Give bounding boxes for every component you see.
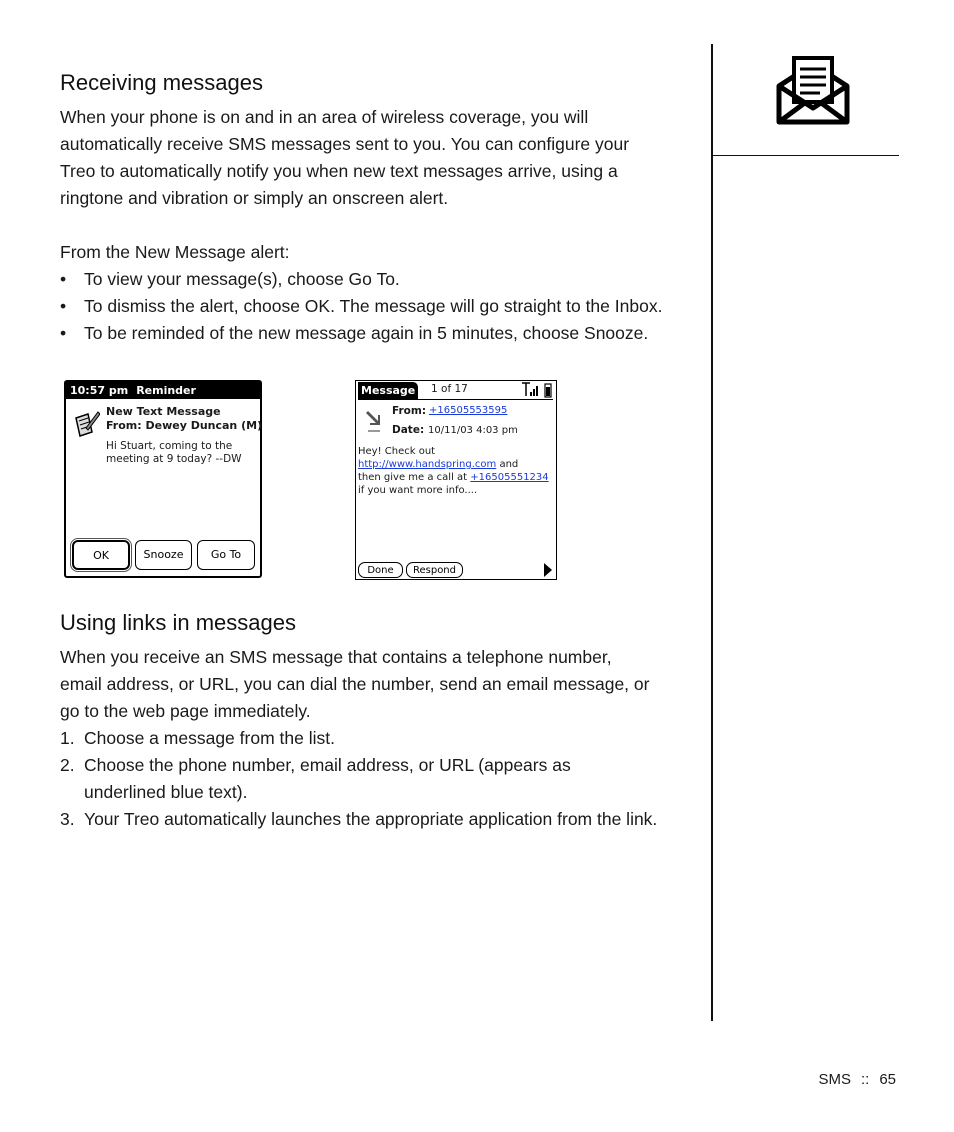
url-link[interactable]: http://www.handspring.com [358,459,497,470]
reminder-time: 10:57 pm [70,384,129,397]
bullet-text: To dismiss the alert, choose OK. The message will go straight to the Inbox. [84,296,663,316]
go-to-button[interactable]: Go To [197,540,255,570]
bullet-marker: • [60,323,67,343]
message-body-text: and [499,459,519,470]
step-number: 3. [60,809,75,829]
next-arrow-icon[interactable] [544,563,552,577]
footer-separator: :: [860,1071,870,1088]
reminder-screenshot [64,380,262,578]
bullet-text: To be reminded of the new message again in 5 minutes, choose Snooze. [84,323,649,343]
message-body-line [358,458,518,471]
respond-button[interactable]: Respond [406,562,463,578]
reminder-line-3: Hi Stuart, coming to the [106,440,233,452]
vertical-rule [711,44,713,1021]
step-text: underlined blue text). [84,782,248,802]
signal-battery-icon [520,382,552,398]
message-body-line [358,471,549,484]
message-title-tab: Message [358,382,418,400]
from-phone-link[interactable]: +16505553595 [429,405,508,416]
bullet-marker: • [60,296,67,316]
paragraph-line: automatically receive SMS messages sent to you. You can configure your [60,134,630,154]
reminder-title-bar [66,382,260,399]
step-number: 1. [60,728,75,748]
paragraph-line: email address, or URL, you can dial the number, send an email message, or [60,674,650,694]
bullet-marker: • [60,269,67,289]
paragraph-line: ringtone and vibration or simply an onscreen alert. [60,188,449,208]
reminder-line-4: meeting at 9 today? --DW [106,453,242,465]
paragraph-line: Treo to automatically notify you when new text messages arrive, using a [60,161,618,181]
step-text: Your Treo automatically launches the appropriate application from the link. [84,809,658,829]
incoming-arrow-icon [366,409,382,433]
links-paragraph [60,644,700,725]
reminder-line-2: From: Dewey Duncan (M) [106,419,263,432]
from-label: From: [392,405,427,417]
receiving-paragraph [60,104,700,212]
message-counter: 1 of 17 [431,383,468,395]
heading-using-links: Using links in messages [60,610,296,635]
bullet-text: To view your message(s), choose Go To. [84,269,400,289]
date-value: 10/11/03 4:03 pm [428,425,518,436]
paragraph-line: When your phone is on and in an area of wireless coverage, you will [60,107,589,127]
step-text: Choose the phone number, email address, or URL (appears as [84,755,571,775]
ok-button[interactable]: OK [72,540,130,570]
phone-link[interactable]: +16505551234 [470,472,549,483]
page-footer [808,1071,896,1088]
date-label: Date: [392,424,425,436]
message-body-line: Hey! Check out [358,446,436,457]
message-screenshot [355,380,557,580]
title-underline [358,399,553,400]
heading-receiving-messages: Receiving messages [60,70,263,95]
reminder-line-1: New Text Message [106,405,221,418]
page-number: 65 [879,1071,896,1088]
note-pencil-icon [72,408,100,438]
message-body-text: then give me a call at [358,472,468,483]
envelope-letter-icon [776,56,850,126]
paragraph-line: When you receive an SMS message that contains a telephone number, [60,647,612,667]
alert-intro: From the New Message alert: [60,242,290,262]
footer-section: SMS [818,1071,851,1088]
paragraph-line: go to the web page immediately. [60,701,311,721]
step-number: 2. [60,755,75,775]
sidebar-rule [713,155,899,156]
step-text: Choose a message from the list. [84,728,335,748]
done-button[interactable]: Done [358,562,403,578]
snooze-button[interactable]: Snooze [135,540,192,570]
reminder-title: Reminder [136,384,196,397]
message-body-line: if you want more info.... [358,485,478,496]
